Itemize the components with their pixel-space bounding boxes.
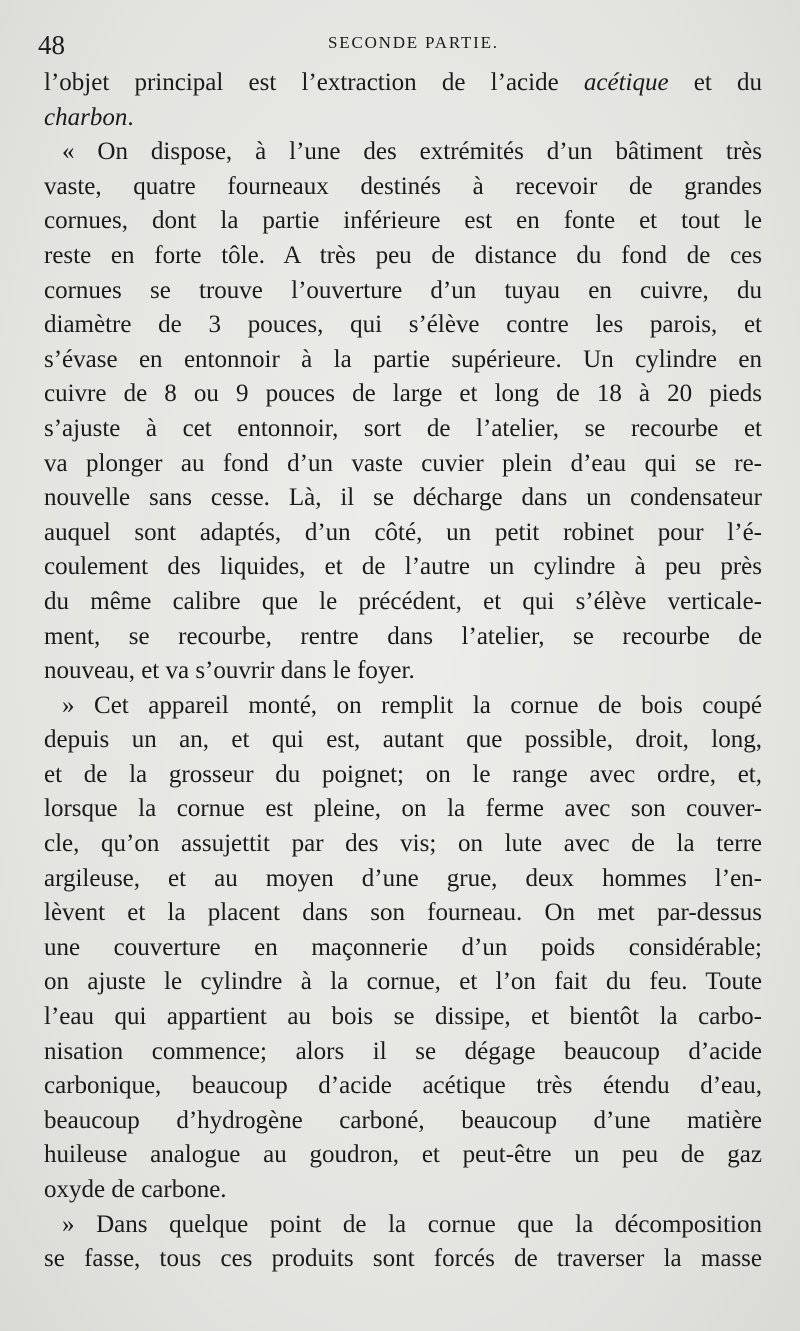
text-line: s’évase en entonnoir à la partie supérieure. Un cylindre en <box>44 345 762 373</box>
text-line: l’objet principal est l’extraction de l’acide acétique et du <box>44 69 762 96</box>
text-line: cornues se trouve l’ouverture d’un tuyau en cuivre, du <box>44 276 762 304</box>
text-line: et de la grosseur du poignet; on le range avec ordre, et, <box>44 760 762 788</box>
text-line: lorsque la cornue est pleine, on la ferme avec son couver- <box>44 795 762 823</box>
text-line: nouveau, et va s’ouvrir dans le foyer. <box>44 657 415 685</box>
text-line: lèvent et la placent dans son fourneau. On met par-dessus <box>44 899 762 927</box>
text-line: beaucoup d’hydrogène carboné, beaucoup d’une matière <box>44 1106 762 1134</box>
text-line: cornues, dont la partie inférieure est en fonte et tout le <box>44 207 762 235</box>
italic-term: acétique <box>583 69 669 96</box>
page-header <box>38 30 768 60</box>
text-line: nisation commence; alors il se dégage beaucoup d’acide <box>44 1037 762 1065</box>
page-number: 48 <box>38 30 65 60</box>
text-line: reste en forte tôle. A très peu de distance du fond de ces <box>44 241 762 269</box>
text-line: diamètre de 3 pouces, qui s’élève contre les parois, et <box>44 311 762 339</box>
text-line: depuis un an, et qui est, autant que possible, droit, long, <box>44 726 762 754</box>
text-line: ment, se recourbe, rentre dans l’atelier, se recourbe de <box>44 622 762 650</box>
text-line: « On dispose, à l’une des extrémités d’un bâtiment très <box>62 138 762 166</box>
body-text <box>44 66 762 1277</box>
text-line: » Dans quelque point de la cornue que la décomposition <box>62 1210 762 1238</box>
text-line: argileuse, et au moyen d’une grue, deux hommes l’en- <box>44 864 762 892</box>
italic-term: charbon <box>44 103 128 131</box>
text-line: se fasse, tous ces produits sont forcés de traverser la masse <box>44 1245 762 1273</box>
text-line: cle, qu’on assujettit par des vis; on lute avec de la terre <box>44 830 762 858</box>
text-line: charbon. <box>44 103 134 131</box>
running-head: SECONDE PARTIE. <box>328 33 499 52</box>
text-line: va plonger au fond d’un vaste cuvier plein d’eau qui se re- <box>44 449 762 477</box>
text-line: l’eau qui appartient au bois se dissipe, et bientôt la carbo- <box>44 1003 762 1031</box>
text-line: vaste, quatre fourneaux destinés à recevoir de grandes <box>44 172 762 200</box>
text-line: nouvelle sans cesse. Là, il se décharge dans un condensateur <box>44 484 762 512</box>
text-line: du même calibre que le précédent, et qui s’élève verticale- <box>44 587 762 615</box>
text-line: coulement des liquides, et de l’autre un cylindre à peu près <box>44 553 762 581</box>
text-line: carbonique, beaucoup d’acide acétique très étendu d’eau, <box>44 1072 762 1100</box>
text-line: une couverture en maçonnerie d’un poids considérable; <box>44 933 762 961</box>
text-line: cuivre de 8 ou 9 pouces de large et long de 18 à 20 pieds <box>44 380 762 408</box>
text-line: huileuse analogue au goudron, et peut-être un peu de gaz <box>44 1141 762 1169</box>
text-line: oxyde de carbone. <box>44 1176 227 1203</box>
text-line: on ajuste le cylindre à la cornue, et l’on fait du feu. Toute <box>44 968 762 996</box>
text-line: auquel sont adaptés, d’un côté, un petit robinet pour l’é- <box>44 518 762 546</box>
text-line: » Cet appareil monté, on remplit la cornue de bois coupé <box>62 691 762 719</box>
text-line: s’ajuste à cet entonnoir, sort de l’atelier, se recourbe et <box>44 414 762 442</box>
